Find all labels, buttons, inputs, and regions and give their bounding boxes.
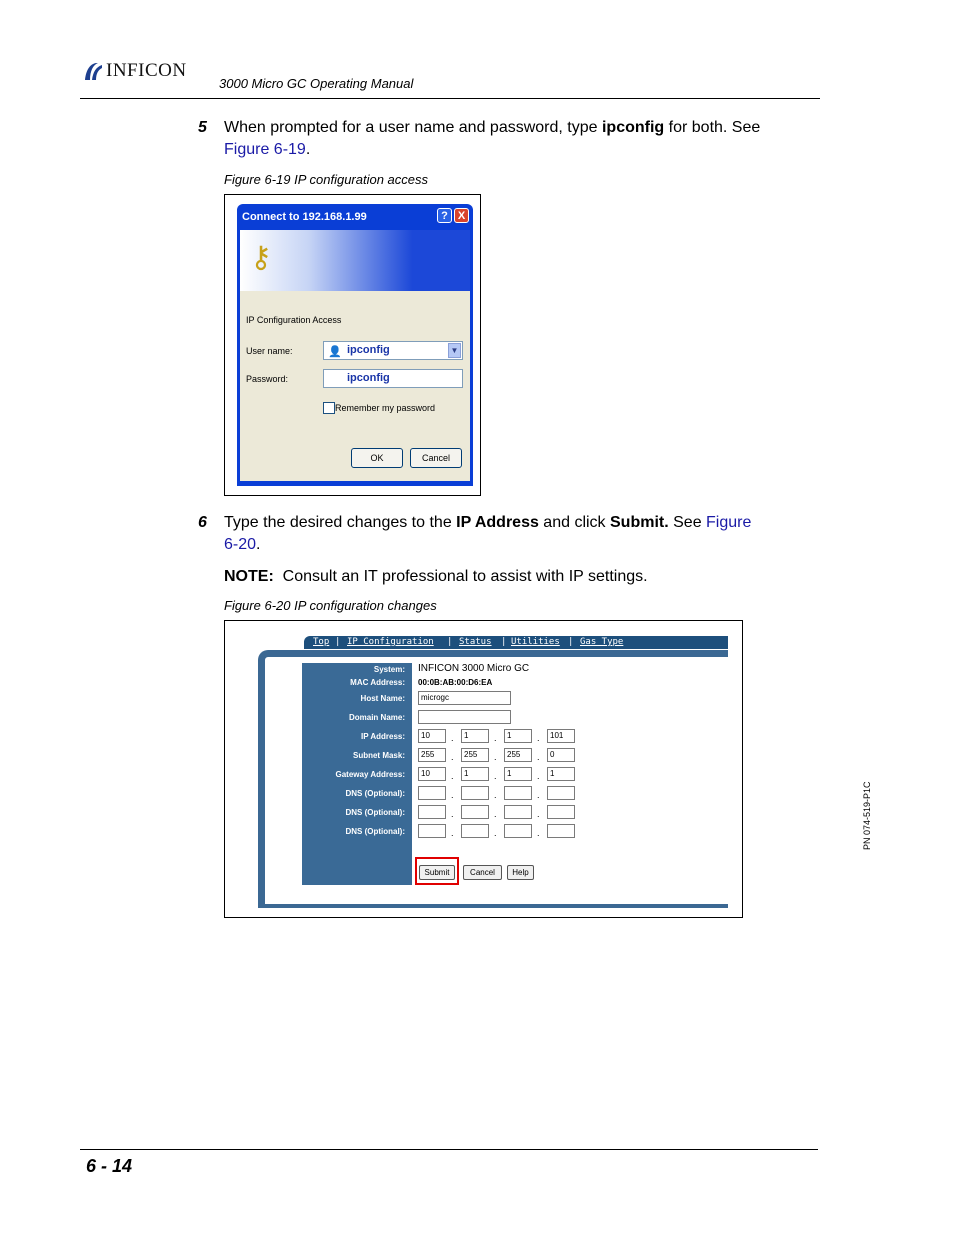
system-label: System: — [373, 665, 405, 674]
dns-octet-input[interactable] — [461, 824, 489, 838]
subnet-octet-input[interactable]: 255 — [418, 748, 446, 762]
system-value: INFICON 3000 Micro GC — [418, 663, 530, 674]
ip-octet-input[interactable]: 1 — [504, 729, 532, 743]
figure-ip-changes — [224, 620, 743, 918]
octet-dot: . — [537, 771, 540, 781]
octet-dot: . — [451, 828, 454, 838]
dns-octet-input[interactable] — [504, 805, 532, 819]
password-label: Password: — [246, 374, 289, 384]
ip-label: IP Address: — [360, 732, 405, 741]
nav-separator: | — [568, 637, 574, 647]
nav-ip-configuration[interactable]: IP Configuration — [347, 637, 434, 647]
step-5-text — [224, 117, 809, 161]
step-number: 6 — [198, 514, 207, 531]
figure-link[interactable]: 6-20 — [224, 536, 257, 553]
username-combo[interactable] — [323, 341, 463, 360]
step-text: for both. See — [664, 119, 761, 136]
host-label: Host Name: — [360, 694, 405, 703]
host-name-input[interactable]: microgc — [418, 691, 511, 705]
figure-caption: Figure 6-20 IP configuration changes — [224, 598, 437, 613]
ip-octet-input[interactable]: 101 — [547, 729, 575, 743]
remember-label: Remember my password — [335, 403, 436, 413]
octet-dot: . — [494, 771, 497, 781]
dialog-banner — [240, 230, 470, 291]
password-field[interactable] — [323, 369, 463, 388]
octet-dot: . — [451, 733, 454, 743]
dialog-body — [240, 291, 470, 481]
gateway-octet-input[interactable]: 1 — [547, 767, 575, 781]
remember-checkbox[interactable] — [323, 402, 335, 414]
dns-octet-input[interactable] — [418, 824, 446, 838]
step-text: and click — [538, 514, 610, 531]
octet-dot: . — [494, 790, 497, 800]
octet-dot: . — [451, 790, 454, 800]
manual-title: 3000 Micro GC Operating Manual — [219, 76, 414, 91]
page-number: 6 - 14 — [86, 1156, 133, 1176]
cancel-button[interactable]: Cancel — [410, 448, 462, 468]
octet-dot: . — [494, 752, 497, 762]
figure-link[interactable]: Figure 6-19 — [224, 141, 306, 158]
login-dialog — [237, 204, 473, 486]
dns-label: DNS (Optional): — [345, 789, 405, 798]
inficon-logo — [82, 60, 187, 82]
dns-octet-input[interactable] — [547, 824, 575, 838]
step-6-text — [224, 512, 809, 556]
note — [224, 566, 809, 588]
help-icon[interactable]: ? — [437, 208, 452, 223]
note-label: NOTE: — [224, 568, 274, 585]
octet-dot: . — [537, 828, 540, 838]
nav-utilities[interactable]: Utilities — [511, 637, 560, 647]
dns-octet-input[interactable] — [547, 786, 575, 800]
octet-dot: . — [451, 809, 454, 819]
logo-text: INFICON — [106, 60, 187, 81]
username-value: ipconfig — [347, 344, 390, 356]
dns-label: DNS (Optional): — [345, 808, 405, 817]
octet-dot: . — [537, 752, 540, 762]
mac-label: MAC Address: — [350, 678, 405, 687]
domain-label: Domain Name: — [348, 713, 405, 722]
subnet-octet-input[interactable]: 255 — [504, 748, 532, 762]
nav-top[interactable]: Top — [313, 637, 330, 647]
octet-dot: . — [494, 733, 497, 743]
step-number: 5 — [198, 119, 207, 136]
ip-octet-input[interactable]: 10 — [418, 729, 446, 743]
dns-octet-input[interactable] — [504, 786, 532, 800]
octet-dot: . — [451, 771, 454, 781]
step-text: . — [256, 536, 261, 553]
nav-separator: | — [501, 637, 507, 647]
octet-dot: . — [537, 809, 540, 819]
nav-separator: | — [335, 637, 341, 647]
subnet-label: Subnet Mask: — [352, 751, 405, 760]
header-rule — [80, 98, 820, 99]
step-bold: IP Address — [456, 514, 539, 531]
footer-rule — [80, 1149, 818, 1150]
subnet-octet-input[interactable]: 0 — [547, 748, 575, 762]
dns-label: DNS (Optional): — [345, 827, 405, 836]
step-text: When prompted for a user name and password, type — [224, 119, 602, 136]
close-icon[interactable]: X — [454, 208, 469, 223]
part-number: PN 074-519-P1C — [862, 781, 872, 850]
gateway-octet-input[interactable]: 1 — [504, 767, 532, 781]
gateway-octet-input[interactable]: 10 — [418, 767, 446, 781]
help-button[interactable]: Help — [507, 865, 534, 880]
ip-octet-input[interactable]: 1 — [461, 729, 489, 743]
step-text: . — [305, 141, 311, 158]
note-text: Consult an IT professional to assist with IP settings. — [282, 568, 648, 585]
mac-value: 00:0B:AB:00:D6:EA — [418, 678, 493, 687]
gateway-octet-input[interactable]: 1 — [461, 767, 489, 781]
octet-dot: . — [451, 752, 454, 762]
cancel-button[interactable]: Cancel — [463, 865, 502, 880]
realm-label: IP Configuration Access — [246, 315, 342, 325]
nav-gas-type[interactable]: Gas Type — [580, 637, 624, 647]
ok-button[interactable]: OK — [351, 448, 403, 468]
step-bold: Submit. — [610, 514, 669, 531]
inficon-logo-icon — [82, 60, 104, 82]
dns-octet-input[interactable] — [461, 805, 489, 819]
chevron-down-icon[interactable]: ▼ — [448, 343, 461, 358]
step-text: See — [668, 514, 707, 531]
step-text: Type the desired changes to the — [224, 514, 457, 531]
nav-bar — [304, 636, 728, 649]
dns-octet-input[interactable] — [504, 824, 532, 838]
dns-octet-input[interactable] — [418, 786, 446, 800]
dialog-title: Connect to 192.168.1.99 — [242, 211, 367, 223]
figure-ip-access — [224, 194, 481, 496]
octet-dot: . — [494, 809, 497, 819]
domain-name-input[interactable] — [418, 710, 511, 724]
submit-button[interactable]: Submit — [419, 865, 455, 880]
password-value: ipconfig — [347, 372, 390, 384]
user-icon: 👤 — [328, 346, 342, 358]
octet-dot: . — [537, 790, 540, 800]
gateway-label: Gateway Address: — [335, 770, 405, 779]
octet-dot: . — [494, 828, 497, 838]
nav-status[interactable]: Status — [459, 637, 492, 647]
keys-icon: ⚷ — [250, 241, 272, 274]
step-bold: ipconfig — [601, 119, 665, 136]
dns-octet-input[interactable] — [461, 786, 489, 800]
dns-octet-input[interactable] — [547, 805, 575, 819]
submit-highlight — [415, 857, 459, 885]
username-label: User name: — [246, 346, 293, 356]
figure-caption: Figure 6-19 IP configuration access — [224, 172, 429, 187]
subnet-octet-input[interactable]: 255 — [461, 748, 489, 762]
dns-octet-input[interactable] — [418, 805, 446, 819]
figure-link[interactable]: Figure — [706, 514, 752, 531]
octet-dot: . — [537, 733, 540, 743]
nav-separator: | — [447, 637, 453, 647]
